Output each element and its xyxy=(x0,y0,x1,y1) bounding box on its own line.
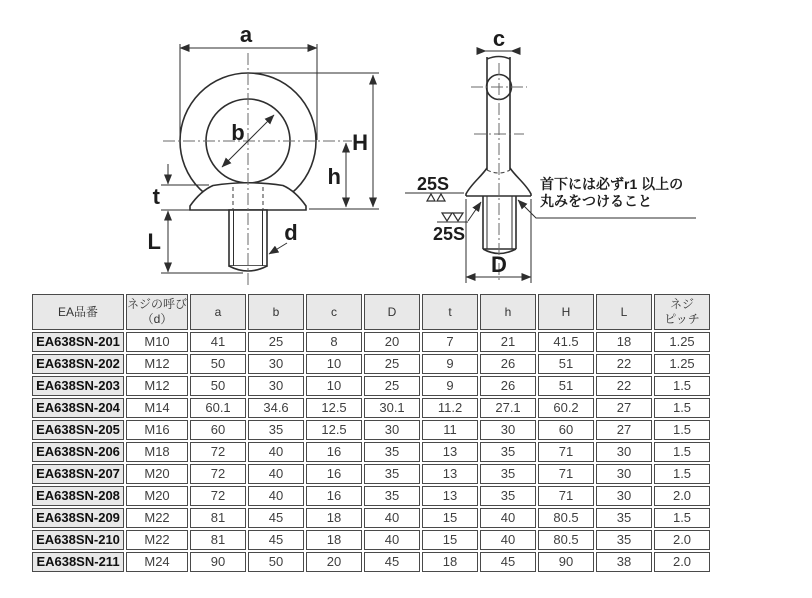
part-number-cell: EA638SN-207 xyxy=(32,464,124,484)
col-header-thread-pitch: ネジ ピッチ xyxy=(654,294,710,330)
value-cell-d: M20 xyxy=(126,464,188,484)
table-row xyxy=(32,420,710,440)
value-cell-L: 27 xyxy=(596,420,652,440)
value-cell-D: 30.1 xyxy=(364,398,420,418)
value-cell-b: 35 xyxy=(248,420,304,440)
value-cell-pitch: 1.5 xyxy=(654,420,710,440)
collar-right xyxy=(510,168,531,196)
table-row xyxy=(32,442,710,462)
value-cell-D: 20 xyxy=(364,332,420,352)
value-cell-d: M18 xyxy=(126,442,188,462)
value-cell-h: 21 xyxy=(480,332,536,352)
value-cell-L: 22 xyxy=(596,354,652,374)
value-cell-d: M10 xyxy=(126,332,188,352)
value-cell-c: 12.5 xyxy=(306,420,362,440)
part-number-cell: EA638SN-204 xyxy=(32,398,124,418)
value-cell-H: 41.5 xyxy=(538,332,594,352)
value-cell-pitch: 1.5 xyxy=(654,464,710,484)
dim-label-c: c xyxy=(492,26,506,51)
value-cell-t: 13 xyxy=(422,442,478,462)
table-row xyxy=(32,552,710,572)
dim-label-h: h xyxy=(327,164,341,189)
value-cell-L: 35 xyxy=(596,508,652,528)
value-cell-c: 12.5 xyxy=(306,398,362,418)
side-view xyxy=(405,26,696,283)
value-cell-a: 81 xyxy=(190,508,246,528)
value-cell-H: 71 xyxy=(538,486,594,506)
col-header-h: h xyxy=(480,294,536,330)
value-cell-a: 81 xyxy=(190,530,246,550)
surface-finish-top-label: 25S xyxy=(416,174,450,194)
value-cell-b: 40 xyxy=(248,464,304,484)
value-cell-t: 15 xyxy=(422,530,478,550)
value-cell-pitch: 1.5 xyxy=(654,398,710,418)
value-cell-pitch: 1.5 xyxy=(654,442,710,462)
value-cell-t: 18 xyxy=(422,552,478,572)
value-cell-t: 9 xyxy=(422,354,478,374)
table-row xyxy=(32,398,710,418)
value-cell-pitch: 1.25 xyxy=(654,354,710,374)
value-cell-pitch: 2.0 xyxy=(654,530,710,550)
value-cell-t: 11 xyxy=(422,420,478,440)
finish-triangle-icon xyxy=(442,213,452,221)
value-cell-d: M12 xyxy=(126,354,188,374)
col-header-L: L xyxy=(596,294,652,330)
value-cell-b: 30 xyxy=(248,376,304,396)
value-cell-a: 72 xyxy=(190,464,246,484)
value-cell-d: M24 xyxy=(126,552,188,572)
value-cell-D: 30 xyxy=(364,420,420,440)
value-cell-h: 45 xyxy=(480,552,536,572)
value-cell-d: M22 xyxy=(126,530,188,550)
value-cell-L: 38 xyxy=(596,552,652,572)
part-number-cell: EA638SN-210 xyxy=(32,530,124,550)
value-cell-D: 40 xyxy=(364,508,420,528)
col-header-b: b xyxy=(248,294,304,330)
value-cell-pitch: 1.5 xyxy=(654,508,710,528)
value-cell-H: 51 xyxy=(538,376,594,396)
part-number-cell: EA638SN-206 xyxy=(32,442,124,462)
table-row xyxy=(32,530,710,550)
value-cell-D: 25 xyxy=(364,376,420,396)
eyebolt-technical-drawing xyxy=(0,0,812,290)
value-cell-c: 16 xyxy=(306,486,362,506)
stem-top xyxy=(487,57,510,60)
value-cell-t: 11.2 xyxy=(422,398,478,418)
dim-label-d: d xyxy=(284,220,298,245)
table-row xyxy=(32,376,710,396)
value-cell-t: 15 xyxy=(422,508,478,528)
table-row xyxy=(32,332,710,352)
value-cell-L: 35 xyxy=(596,530,652,550)
col-header-part-number: EA品番 xyxy=(32,294,124,330)
value-cell-d: M16 xyxy=(126,420,188,440)
part-number-cell: EA638SN-205 xyxy=(32,420,124,440)
value-cell-a: 50 xyxy=(190,354,246,374)
table-row xyxy=(32,354,710,374)
value-cell-c: 20 xyxy=(306,552,362,572)
value-cell-L: 30 xyxy=(596,464,652,484)
value-cell-t: 13 xyxy=(422,486,478,506)
dim-label-H: H xyxy=(352,130,368,155)
value-cell-L: 27 xyxy=(596,398,652,418)
value-cell-a: 72 xyxy=(190,442,246,462)
value-cell-L: 30 xyxy=(596,486,652,506)
table-row xyxy=(32,464,710,484)
value-cell-b: 45 xyxy=(248,508,304,528)
value-cell-b: 34.6 xyxy=(248,398,304,418)
value-cell-D: 25 xyxy=(364,354,420,374)
value-cell-c: 8 xyxy=(306,332,362,352)
value-cell-H: 71 xyxy=(538,464,594,484)
value-cell-H: 60 xyxy=(538,420,594,440)
finish-triangle-icon xyxy=(437,194,445,201)
value-cell-b: 50 xyxy=(248,552,304,572)
dim-label-b: b xyxy=(231,120,245,145)
value-cell-L: 18 xyxy=(596,332,652,352)
value-cell-h: 40 xyxy=(480,508,536,528)
dim-label-L: L xyxy=(147,229,161,254)
finish-triangle-icon xyxy=(427,194,435,201)
value-cell-h: 35 xyxy=(480,442,536,462)
spec-table xyxy=(30,292,712,574)
value-cell-H: 71 xyxy=(538,442,594,462)
part-number-cell: EA638SN-203 xyxy=(32,376,124,396)
value-cell-b: 30 xyxy=(248,354,304,374)
col-header-c: c xyxy=(306,294,362,330)
dim-label-a: a xyxy=(239,22,253,47)
finish-triangle-icon xyxy=(453,213,463,221)
value-cell-d: M22 xyxy=(126,508,188,528)
collar-left xyxy=(466,168,487,196)
dim-label-t: t xyxy=(152,184,160,209)
value-cell-h: 26 xyxy=(480,376,536,396)
value-cell-a: 60 xyxy=(190,420,246,440)
value-cell-h: 35 xyxy=(480,486,536,506)
value-cell-c: 10 xyxy=(306,354,362,374)
dim-label-D: D xyxy=(491,252,507,277)
value-cell-pitch: 1.25 xyxy=(654,332,710,352)
note-line2: 丸みをつけること xyxy=(540,193,652,209)
value-cell-d: M20 xyxy=(126,486,188,506)
value-cell-D: 35 xyxy=(364,486,420,506)
value-cell-c: 16 xyxy=(306,464,362,484)
value-cell-c: 16 xyxy=(306,442,362,462)
value-cell-H: 51 xyxy=(538,354,594,374)
value-cell-b: 40 xyxy=(248,486,304,506)
value-cell-h: 35 xyxy=(480,464,536,484)
value-cell-a: 41 xyxy=(190,332,246,352)
value-cell-d: M12 xyxy=(126,376,188,396)
table-row xyxy=(32,486,710,506)
value-cell-a: 50 xyxy=(190,376,246,396)
value-cell-b: 25 xyxy=(248,332,304,352)
col-header-a: a xyxy=(190,294,246,330)
value-cell-h: 40 xyxy=(480,530,536,550)
value-cell-L: 30 xyxy=(596,442,652,462)
col-header-D: D xyxy=(364,294,420,330)
value-cell-H: 90 xyxy=(538,552,594,572)
spec-table-body xyxy=(32,332,710,572)
value-cell-c: 18 xyxy=(306,508,362,528)
value-cell-a: 90 xyxy=(190,552,246,572)
value-cell-pitch: 2.0 xyxy=(654,486,710,506)
value-cell-L: 22 xyxy=(596,376,652,396)
value-cell-c: 18 xyxy=(306,530,362,550)
value-cell-t: 7 xyxy=(422,332,478,352)
front-view xyxy=(148,22,379,287)
value-cell-H: 80.5 xyxy=(538,530,594,550)
value-cell-D: 45 xyxy=(364,552,420,572)
value-cell-D: 35 xyxy=(364,464,420,484)
surface-finish-bottom-label: 25S xyxy=(432,224,466,244)
value-cell-d: M14 xyxy=(126,398,188,418)
value-cell-h: 26 xyxy=(480,354,536,374)
part-number-cell: EA638SN-211 xyxy=(32,552,124,572)
value-cell-H: 60.2 xyxy=(538,398,594,418)
value-cell-t: 9 xyxy=(422,376,478,396)
value-cell-h: 27.1 xyxy=(480,398,536,418)
value-cell-c: 10 xyxy=(306,376,362,396)
value-cell-b: 40 xyxy=(248,442,304,462)
value-cell-pitch: 2.0 xyxy=(654,552,710,572)
value-cell-D: 35 xyxy=(364,442,420,462)
value-cell-D: 40 xyxy=(364,530,420,550)
value-cell-b: 45 xyxy=(248,530,304,550)
value-cell-t: 13 xyxy=(422,464,478,484)
value-cell-a: 72 xyxy=(190,486,246,506)
value-cell-H: 80.5 xyxy=(538,508,594,528)
note-line1: 首下には必ずr1 以上の xyxy=(540,176,684,192)
part-number-cell: EA638SN-208 xyxy=(32,486,124,506)
value-cell-pitch: 1.5 xyxy=(654,376,710,396)
part-number-cell: EA638SN-209 xyxy=(32,508,124,528)
part-number-cell: EA638SN-201 xyxy=(32,332,124,352)
col-header-H: H xyxy=(538,294,594,330)
value-cell-h: 30 xyxy=(480,420,536,440)
part-number-cell: EA638SN-202 xyxy=(32,354,124,374)
header-row xyxy=(32,294,710,330)
col-header-thread-size: ネジの呼び （d） xyxy=(126,294,188,330)
col-header-t: t xyxy=(422,294,478,330)
table-row xyxy=(32,508,710,528)
value-cell-a: 60.1 xyxy=(190,398,246,418)
